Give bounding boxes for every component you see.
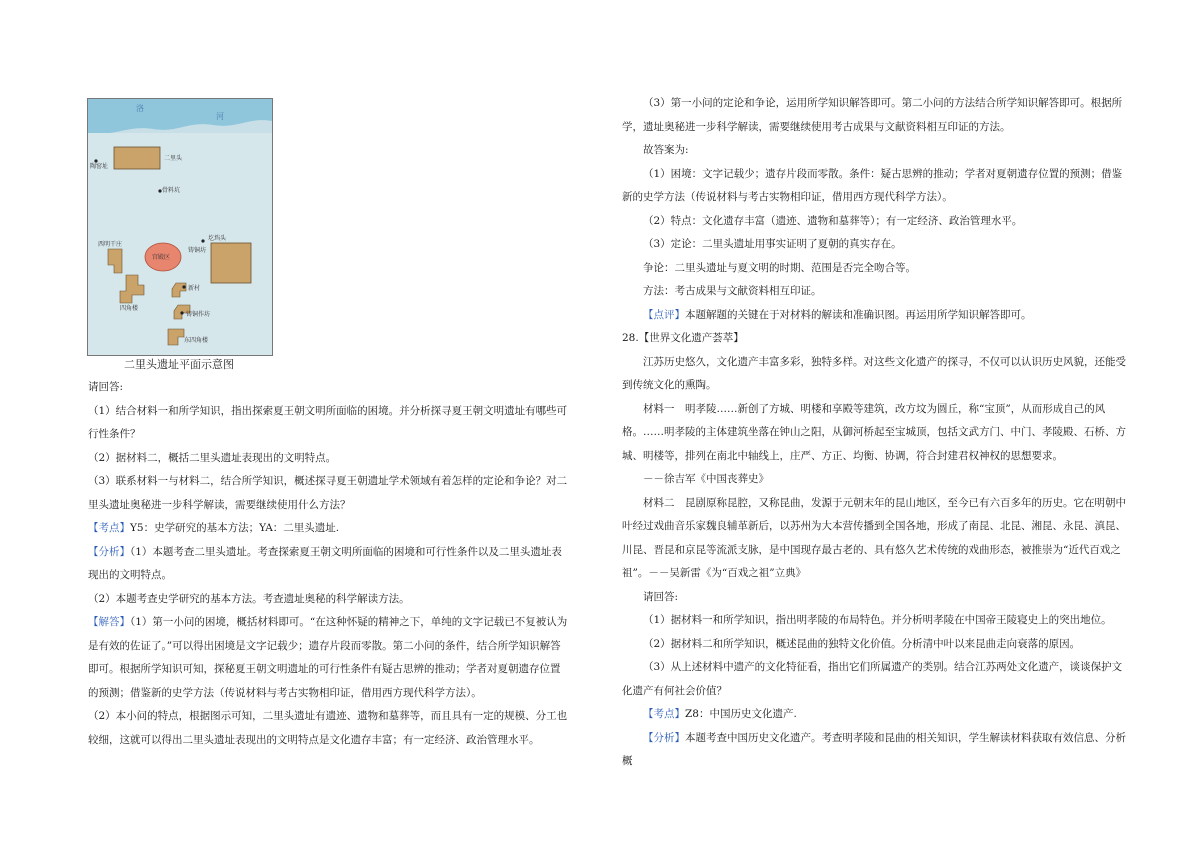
ask-label: 请回答: [88, 381, 124, 393]
kaodian-tag: 【考点】 [88, 522, 130, 534]
map-label-guliao: 骨料坑 [162, 187, 181, 194]
map-label-erlitou: 二里头 [164, 155, 183, 162]
site-map [87, 98, 273, 356]
map-label-xinzhuang: 新村 [188, 285, 201, 292]
map-caption: 二里头遗址平面示意图 [124, 358, 234, 371]
map-label-dongsi: 东四角楼 [184, 337, 209, 344]
river-label-1: 洛 [136, 104, 144, 113]
map-label-tudai: 圪垱头 [208, 235, 227, 242]
left-column [88, 376, 568, 752]
question-28-1: （1）据材料一和所学知识，指出明孝陵的布局特色。并分析明孝陵在中国帝王陵寝史上的突出地位。 [643, 614, 1112, 626]
material-1-source: －－徐吉军《中国丧葬史》 [643, 473, 769, 485]
map-label-zhuyang: 铸铜坊 [188, 247, 207, 254]
question-3: （3）联系材料一与材料二，结合所学知识，概述探寻夏王朝遗址学术领域有着怎样的定论和争论？对二里头遗址奥秘进一步科学解读，需要继续使用什么方法？ [88, 475, 568, 511]
map-label-ximing: 西明干庄 [98, 241, 123, 248]
answer-3-methods: 方法：考古成果与文献资料相互印证。 [643, 285, 822, 297]
map-graphic [88, 99, 272, 355]
question-2: （2）据材料二，概括二里头遗址表现出的文明特点。 [88, 451, 337, 464]
dianping-text: 本题解题的关键在于对材料的解读和准确识图。再运用所学知识解答即可。 [685, 308, 1032, 321]
answer-3-conclusion: （3）定论：二里头遗址用事实证明了夏朝的真实存在。 [643, 238, 902, 250]
material-2: 材料二 昆剧原称昆腔，又称昆曲，发源于元朝末年的昆山地区，至今已有六百多年的历史。它在明朝中叶经过戏曲音乐家魏良辅革新后，以苏州为大本营传播到全国各地，形成了南昆、北昆、湘昆、永昆、滇昆、川昆、晋昆和京昆等流派支脉，是中国现存最古老的、具有悠久艺术传统的戏曲形态，被推崇为“近代百戏之祖”。－－吴新雷《为“百戏之祖”立典》 [622, 496, 1126, 579]
fenxi-line [88, 541, 568, 588]
map-label-taogu: 陶窑址 [90, 163, 109, 170]
answer-2: （2）特点：文化遗存丰富（遗迹、遗物和墓葬等）；有一定经济、政治管理水平。 [643, 214, 1023, 227]
fenxi-text-1: （1）本题考查二里头遗址。考查探索夏王朝文明所面临的困境和可行性条件以及二里头遗址表现出的文明特点。 [88, 545, 562, 581]
answer-3-method: （3）第一小问的定论和争论，运用所学知识解答即可。第二小问的方法结合所学知识解答即可。根据所学，遗址奥秘进一步科学解读，需要继续使用考古成果与文献资料相互印证的方法。 [622, 97, 1123, 133]
jieda-text-2: （2）本小问的特点，根据图示可知，二里头遗址有遗迹、遗物和墓葬等，而且具有一定的规模、分工也较细，这就可以得出二里头遗址表现出的文明特点是文化遗存丰富；有一定经济、政治管理水平。 [88, 710, 568, 746]
question-28-3: （3）从上述材料中遗产的文化特征看，指出它们所属遗产的类别。结合江苏两处文化遗产，谈谈保护文化遗产有何社会价值？ [622, 661, 1123, 697]
answer-label: 故答案为: [643, 144, 689, 156]
fenxi-text-right: 本题考查中国历史文化遗产。考查明孝陵和昆曲的相关知识，学生解读材料获取有效信息、分析概 [622, 731, 1126, 767]
answer-3-debate: 争论：二里头遗址与夏文明的时期、范围是否完全吻合等。 [643, 261, 916, 274]
jieda-line [88, 611, 568, 705]
kaodian-text-right: Z8：中国历史文化遗产. [685, 708, 797, 720]
question-28-heading: 28.【世界文化遗产荟萃】 [622, 332, 744, 344]
right-column [622, 92, 1128, 774]
fenxi-tag: 【分析】 [88, 545, 130, 558]
fenxi-text-2: （2）本题考查史学研究的基本方法。考查遗址奥秘的科学解读方法。 [88, 592, 410, 605]
map-label-zhuangdong: 铸铜作坊 [186, 311, 211, 318]
map-label-sijiao: 四角楼 [120, 305, 139, 312]
jieda-tag: 【解答】 [88, 616, 130, 628]
fenxi-line-right [622, 727, 1128, 774]
material-1: 材料一 明孝陵……新创了方城、明楼和享殿等建筑，改方坟为圆丘，称“宝顶”，从而形成自己的风格。……明孝陵的主体建筑坐落在钟山之阳，从御河桥起至宝城顶，包括文武方门、中门、孝陵殿、石桥、方城、明楼等，排列在南北中轴线上，庄严、方正、均衡、协调，符合封建君权神权的思想要求。 [622, 402, 1126, 462]
answer-1: （1）困境：文字记载少；遗存片段而零散。条件：疑古思辨的推动；学者对夏朝遗存位置的预测；借鉴新的史学方法（传说材料与考古实物相印证，借用西方现代科学方法）。 [622, 167, 1123, 203]
kaodian-line [88, 517, 568, 541]
intro-text: 江苏历史悠久，文化遗产丰富多彩，独特多样。对这些文化遗产的探寻，不仅可以认识历史风貌，还能受到传统文化的熏陶。 [622, 355, 1126, 391]
question-1: （1）结合材料一和所学知识，指出探索夏王朝文明所面临的困境。并分析探寻夏王朝文明遗址有哪些可行性条件？ [88, 404, 568, 440]
kaodian-text: Y5：史学研究的基本方法；YA：二里头遗址. [130, 522, 340, 534]
dianping-tag: 【点评】 [643, 308, 685, 321]
kaodian-tag-right: 【考点】 [643, 708, 685, 720]
fenxi-tag-right: 【分析】 [643, 731, 685, 744]
ask-label-right: 请回答: [643, 590, 679, 603]
jieda-text-1: （1）第一小问的困境，概括材料即可。“在这种怀疑的精神之下，单纯的文字记载已不复被认为是有效的佐证了。”可以得出困境是文字记载少；遗存片段而零散。第二小问的条件，结合所学知识解答即可。根据所学知识可知，探秘夏王朝文明遗址的可行性条件有疑古思辨的推动；学者对夏朝遗存位置的预测；借鉴新的史学方法（传说材料与考古实物相印证，借用西方现代科学方法）。 [88, 616, 568, 699]
kaodian-line-right [622, 703, 1128, 727]
river-label-2: 河 [216, 112, 224, 121]
question-28-2: （2）据材料二和所学知识，概述昆曲的独特文化价值。分析清中叶以来昆曲走向衰落的原因。 [643, 637, 1081, 650]
map-label-gongdian: 宫殿区 [152, 254, 171, 261]
dianping-line [622, 304, 1128, 328]
